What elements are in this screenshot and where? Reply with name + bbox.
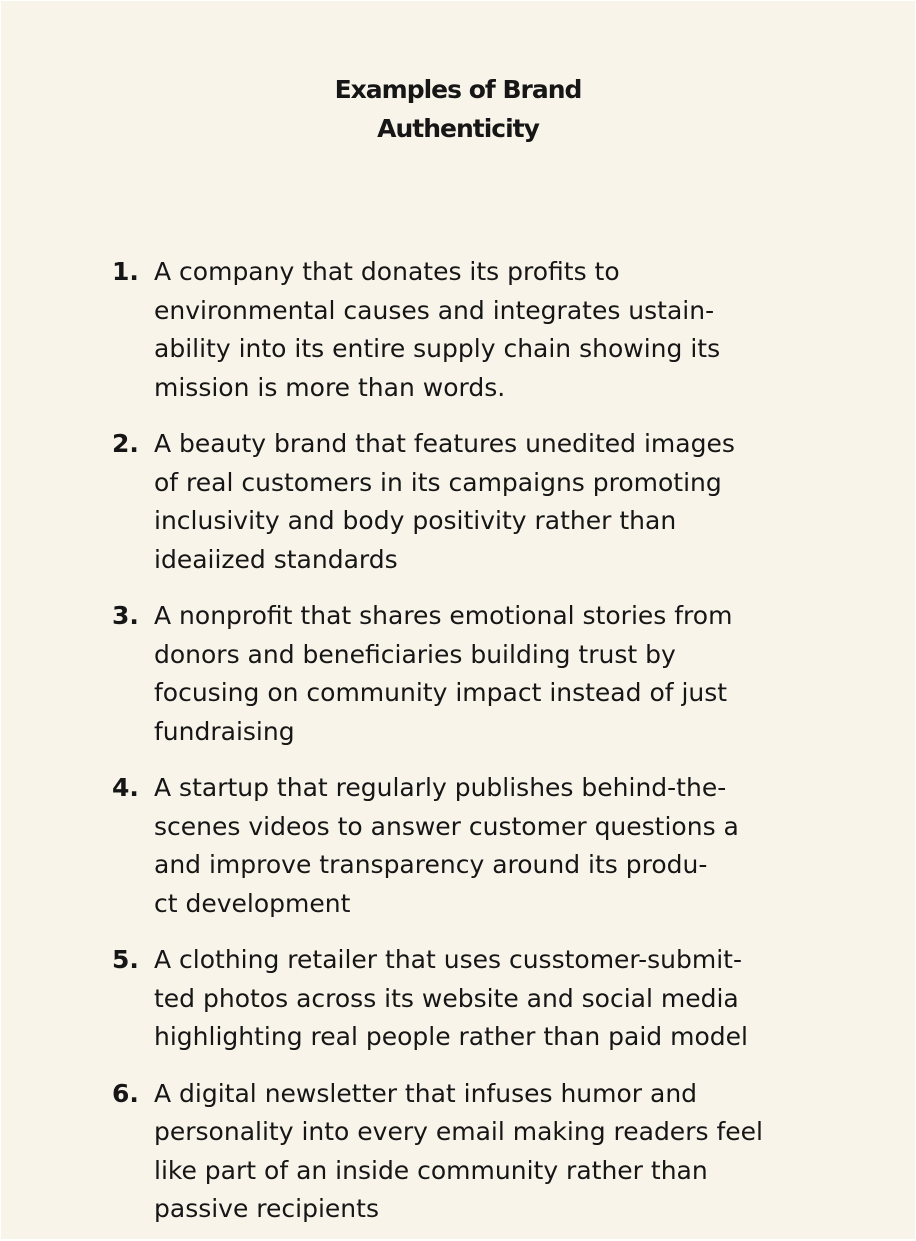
list-item-text-line: ted photos across its website and social media (154, 983, 739, 1013)
list-item-text-line: focusing on community impact instead of just (154, 678, 728, 707)
list-item-text-line: ct development (154, 888, 351, 918)
list-item-text-line: highlighting real people rather than paid model (154, 1022, 748, 1051)
list-item-text-line: A digital newsletter that infuses humor and (154, 1078, 698, 1108)
list-item-text-line: and improve transparency around its produ- (154, 850, 708, 879)
page-title-line: Authenticity (377, 113, 539, 143)
list-item-text-line: passive recipients (154, 1194, 379, 1223)
list-item-number: 5. (112, 945, 139, 974)
list-item-text-line: A startup that regularly publishes behind-the- (154, 773, 727, 802)
list-item-number: 6. (112, 1078, 139, 1108)
list-item (112, 425, 832, 579)
list-item-text-line: A beauty brand that features unedited images (154, 429, 735, 458)
list-item-text-line: personality into every email making readers feel (154, 1117, 763, 1146)
list-item-text-line: of real customers in its campaigns promoting (154, 467, 722, 497)
document-page (1, 1, 915, 1239)
list-item-text-line: donors and beneficiaries building trust by (154, 639, 676, 669)
list-item-text-line: like part of an inside community rather than (154, 1155, 708, 1185)
page-title (1, 71, 915, 148)
list-item-text-line: A nonprofit that shares emotional stories from (154, 601, 733, 630)
list-item-text-line: inclusivity and body positivity rather than (154, 506, 677, 535)
list-item (112, 941, 832, 1057)
list-item (112, 1075, 832, 1229)
list-item-number: 1. (112, 257, 139, 286)
list-item-text-line: scenes videos to answer customer questions a (154, 811, 739, 841)
list-item-number: 4. (112, 773, 139, 802)
list-item (112, 597, 832, 751)
list-item-number: 3. (112, 601, 139, 630)
list-item-text-line: A clothing retailer that uses cusstomer-submit- (154, 945, 742, 974)
list-item (112, 769, 832, 923)
list-item-text-line: fundraising (154, 716, 295, 746)
page-title-line: Examples of Brand (334, 75, 582, 104)
examples-list (112, 253, 832, 1239)
list-item-number: 2. (112, 429, 139, 458)
list-item-text-line: A company that donates its profits to (154, 257, 620, 286)
list-item-text-line: ideaiized standards (154, 544, 398, 574)
list-item-text-line: mission is more than words. (154, 372, 506, 402)
list-item-text-line: ability into its entire supply chain showing its (154, 334, 721, 363)
list-item-text-line: environmental causes and integrates ustain- (154, 295, 715, 325)
list-item (112, 253, 832, 407)
